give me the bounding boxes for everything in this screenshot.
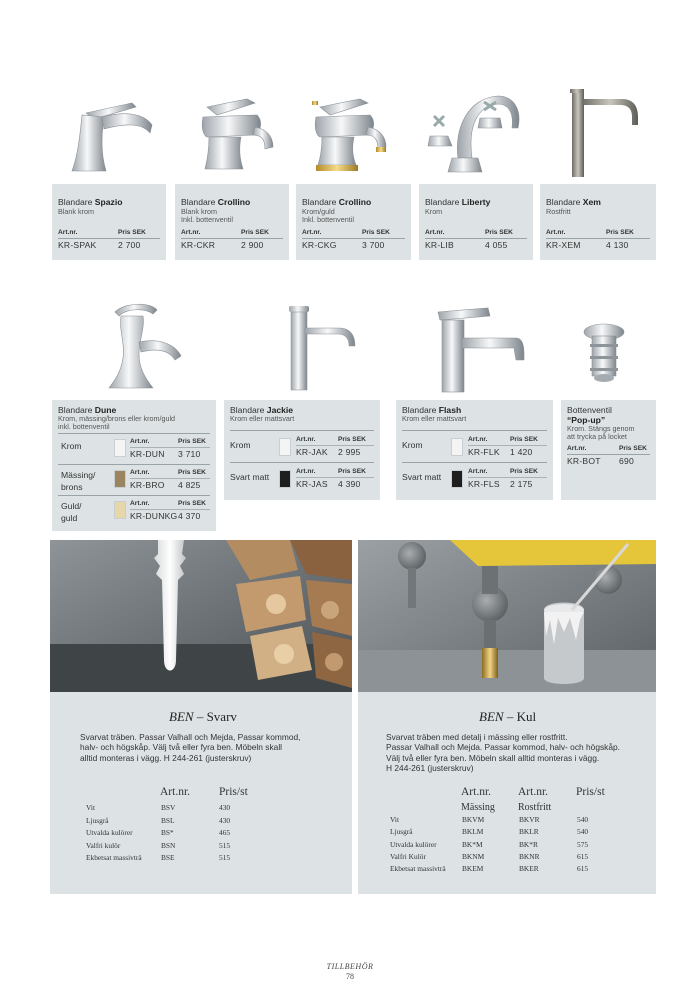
divider [567, 454, 650, 455]
product-desc: Inkl. bottenventil [181, 215, 233, 224]
divider [230, 430, 374, 431]
ben-svarv-row-name: Vit [86, 803, 95, 812]
ben-kul-title [479, 709, 536, 725]
price: 2 700 [118, 240, 141, 250]
variant-label: Krom [61, 441, 82, 451]
product-title-name: Crollino [338, 197, 372, 207]
divider [402, 430, 547, 431]
ben-kul-row-name: Utvalda kulörer [390, 839, 437, 849]
ben-svarv-header-art: Art.nr. [160, 786, 191, 798]
product-desc: Krom. Stängs genom [567, 424, 635, 433]
price-label: Pris SEK [338, 468, 366, 475]
price-label: Pris SEK [118, 229, 146, 236]
ben-svarv-row-price: 430 [219, 803, 231, 812]
turned-leg-photo [50, 540, 352, 692]
divider [58, 495, 210, 496]
divider [546, 238, 650, 239]
product-desc: Krom [425, 207, 443, 216]
ben-svarv-title [169, 709, 237, 725]
divider [402, 462, 547, 463]
price: 690 [619, 456, 634, 466]
divider-small [130, 447, 210, 448]
price-label: Pris SEK [510, 468, 538, 475]
divider [181, 238, 283, 239]
product-title: Bottenventil [567, 405, 612, 415]
price-label: Pris SEK [178, 438, 206, 445]
price: 2 995 [338, 447, 361, 457]
product-desc: Krom eller mattsvart [230, 414, 295, 423]
price-label: Pris SEK [619, 445, 647, 452]
ben-kul-row-price: 615 [577, 851, 589, 861]
ben-kul-row-name: Ekbetsat massivträ [390, 864, 446, 874]
divider-small [296, 477, 374, 478]
ben-kul-row-art1: BKLM [462, 827, 484, 837]
price-label: Pris SEK [241, 229, 269, 236]
ben-kul-text-line: Passar Valhall och Mejda. Passar kommod, halv- och högskåp. [386, 742, 620, 753]
price: 2 175 [510, 479, 533, 489]
divider-small [468, 445, 547, 446]
ben-svarv-row-art: BSL [161, 815, 175, 825]
product-title-prefix: Blandare [230, 405, 267, 415]
art-label: Art.nr. [567, 445, 587, 452]
ben-kul-header-art2: Art.nr. [518, 786, 549, 798]
product-title-name: Flash [438, 405, 462, 415]
product-title-name: Dune [94, 405, 117, 415]
ben-svarv-header-price: Pris/st [219, 786, 248, 798]
ben-kul-subheader-2: Rostfritt [518, 802, 552, 813]
art-number: KR-JAS [296, 479, 328, 489]
ben-svarv-title-italic: BEN [169, 709, 194, 724]
variant-label-2: brons [61, 482, 83, 492]
product-card [419, 184, 533, 260]
ben-svarv-text-line: alltid monteras i vägg. H 244-261 (justerskruv) [80, 752, 252, 763]
product-desc: Inkl. bottenventil [302, 215, 354, 224]
ben-kul-row-name: Vit [390, 815, 399, 824]
art-label: Art.nr. [468, 436, 488, 443]
art-label: Art.nr. [468, 468, 488, 475]
ben-kul-row-art1: BKNM [462, 851, 485, 861]
product-title-name: “Pop-up” [567, 415, 606, 425]
product-title-name: Xem [582, 197, 601, 207]
product-title [425, 197, 490, 207]
popup-drain-image [580, 322, 628, 384]
finish-swatch [114, 470, 126, 488]
product-card [52, 184, 166, 260]
product-desc: inkl. bottenventil [58, 422, 110, 431]
product-desc: Krom eller mattsvart [402, 414, 467, 423]
divider [58, 238, 160, 239]
ben-svarv-text [80, 732, 301, 763]
ben-svarv-title-rest: – Svarv [193, 709, 237, 724]
finish-swatch [114, 501, 126, 519]
price: 3 700 [362, 240, 385, 250]
ben-svarv-row-name: Ljusgrå [86, 815, 109, 825]
product-card-jackie [224, 400, 380, 500]
price: 4 055 [485, 240, 508, 250]
ben-kul-row-price: 540 [577, 827, 589, 837]
variant-label-2: guld [61, 513, 78, 523]
divider [230, 462, 374, 463]
faucet-spazio-image [64, 95, 160, 175]
art-label: Art.nr. [130, 438, 150, 445]
product-title-prefix: Blandare [302, 197, 339, 207]
art-number: KR-XEM [546, 240, 581, 250]
price-label: Pris SEK [338, 436, 366, 443]
ben-kul-text-line: Välj två eller fyra ben. Möbeln skall alltid monteras i vägg. [386, 752, 600, 763]
faucet-liberty-image [418, 88, 528, 178]
price-label: Pris SEK [178, 469, 206, 476]
ben-kul-row-name: Valfri Kulör [390, 851, 426, 861]
ben-kul-row-art2: BK*R [519, 839, 538, 849]
ben-kul-text-line: Svarvat träben med detalj i mässing eller rostfritt. [386, 732, 568, 742]
ben-kul-text [386, 732, 620, 774]
product-title-name: Spazio [94, 197, 123, 207]
art-label: Art.nr. [546, 229, 566, 236]
ben-svarv-row-art: BSN [161, 840, 176, 850]
ben-kul-row-price: 615 [577, 864, 589, 874]
ben-kul-title-italic: BEN [479, 709, 504, 724]
art-number: KR-FLS [468, 479, 500, 489]
price: 1 420 [510, 447, 533, 457]
product-title [546, 197, 601, 207]
ben-kul-row-price: 575 [577, 839, 589, 849]
variant-label: Krom [230, 440, 251, 450]
ben-svarv-row-price: 515 [219, 853, 231, 863]
divider [58, 433, 210, 434]
page-number: 78 [346, 972, 354, 981]
price-label: Pris SEK [362, 229, 390, 236]
ben-kul-subheader-1: Mässing [461, 802, 495, 813]
price-label: Pris SEK [178, 500, 206, 507]
ben-svarv-text-line: halv- och högskåp. Välj två eller fyra ben. Möbeln skall [80, 742, 283, 753]
product-title [181, 197, 250, 207]
product-desc: att trycka på locket [567, 432, 627, 441]
finish-swatch [114, 439, 126, 457]
divider-small [296, 445, 374, 446]
footer-section: TILLBEHÖR [326, 962, 374, 971]
product-card [296, 184, 411, 260]
art-number: KR-JAK [296, 447, 328, 457]
product-title-prefix: Blandare [425, 197, 462, 207]
divider-small [130, 478, 210, 479]
ben-svarv-row-art: BS* [161, 828, 174, 838]
product-card [540, 184, 656, 260]
variant-label: Svart matt [402, 472, 442, 482]
price: 4 390 [338, 479, 361, 489]
price: 4 825 [178, 480, 201, 490]
faucet-crollino-gold-image [306, 95, 392, 175]
art-number: KR-BRO [130, 480, 165, 490]
art-number: KR-LIB [425, 240, 454, 250]
art-label: Art.nr. [130, 500, 150, 507]
art-number: KR-BOT [567, 456, 601, 466]
divider-small [130, 509, 210, 510]
ben-svarv-row-price: 465 [219, 828, 231, 838]
ben-kul-row-art2: BKNR [519, 851, 540, 861]
art-number: KR-SPAK [58, 240, 97, 250]
ben-kul-row-art1: BKEM [462, 864, 484, 874]
ben-kul-row-art1: BK*M [462, 839, 483, 849]
faucet-dune-image [95, 298, 191, 392]
faucet-jackie-image [283, 302, 363, 392]
ben-svarv-row-art: BSV [161, 803, 176, 812]
ben-kul-header-art1: Art.nr. [461, 786, 492, 798]
product-title-prefix: Blandare [58, 197, 95, 207]
ben-svarv-row-price: 515 [219, 840, 231, 850]
faucet-crollino-image [195, 95, 281, 175]
art-label: Art.nr. [181, 229, 201, 236]
product-title-prefix: Blandare [546, 197, 583, 207]
price: 4 370 [178, 511, 201, 521]
art-number: KR-DUNKG [130, 511, 178, 521]
divider [302, 238, 405, 239]
product-title-name: Jackie [266, 405, 294, 415]
ben-kul-row-art2: BKLR [519, 827, 539, 837]
ben-kul-row-art1: BKVM [462, 815, 485, 824]
price: 2 900 [241, 240, 264, 250]
product-desc: Krom, mässing/brons eller krom/guld [58, 414, 176, 423]
ben-svarv-row-name: Utvalda kulörer [86, 828, 133, 838]
ben-kul-row-art2: BKVR [519, 815, 540, 824]
finish-swatch [451, 470, 463, 488]
product-title-prefix: Blandare [402, 405, 439, 415]
price-label: Pris SEK [485, 229, 513, 236]
product-desc: Blank krom [58, 207, 94, 216]
product-title [58, 197, 123, 207]
product-card-dune [52, 400, 216, 531]
ben-kul-text-line: H 244-261 (justerskruv) [386, 763, 474, 774]
finish-swatch [279, 470, 291, 488]
variant-label: Mässing/ [61, 470, 96, 480]
product-desc: Krom/guld [302, 207, 335, 216]
ben-svarv-text-line: Svarvat träben. Passar Valhall och Mejda, Passar kommod, [80, 732, 301, 742]
variant-label: Krom [402, 440, 423, 450]
art-number: KR-CKG [302, 240, 337, 250]
divider-small [468, 477, 547, 478]
faucet-flash-image [434, 304, 528, 394]
art-label: Art.nr. [58, 229, 78, 236]
product-title [302, 197, 371, 207]
faucet-xem-image [562, 85, 642, 177]
finish-swatch [279, 438, 291, 456]
price-label: Pris SEK [510, 436, 538, 443]
product-title-name: Liberty [461, 197, 491, 207]
price-label: Pris SEK [606, 229, 634, 236]
ben-kul-row-name: Ljusgrå [390, 827, 413, 837]
art-label: Art.nr. [296, 436, 316, 443]
ben-svarv-row-art: BSE [161, 853, 175, 863]
ben-kul-header-price: Pris/st [576, 786, 605, 798]
product-desc: Blank krom [181, 207, 217, 216]
product-title-prefix: Blandare [58, 405, 95, 415]
ben-kul-row-price: 540 [577, 815, 589, 824]
art-number: KR-FLK [468, 447, 500, 457]
art-label: Art.nr. [296, 468, 316, 475]
product-desc: Rostfritt [546, 207, 571, 216]
product-card [175, 184, 289, 260]
ben-kul-row-art2: BKER [519, 864, 539, 874]
product-title-prefix: Blandare [181, 197, 218, 207]
divider [58, 464, 210, 465]
variant-label: Guld/ [61, 501, 82, 511]
ben-svarv-row-name: Ekbetsat massivträ [86, 853, 142, 863]
art-label: Art.nr. [425, 229, 445, 236]
price: 4 130 [606, 240, 629, 250]
product-card-flash [396, 400, 553, 500]
finish-swatch [451, 438, 463, 456]
product-title-name: Crollino [217, 197, 251, 207]
art-number: KR-DUN [130, 449, 165, 459]
ben-svarv-row-name: Valfri kulör [86, 840, 121, 850]
product-card-bottenventil [561, 400, 656, 500]
ball-leg-photo [358, 540, 656, 692]
art-number: KR-CKR [181, 240, 216, 250]
ben-svarv-row-price: 430 [219, 815, 231, 825]
divider [425, 238, 527, 239]
art-label: Art.nr. [302, 229, 322, 236]
ben-kul-title-rest: – Kul [503, 709, 537, 724]
price: 3 710 [178, 449, 201, 459]
art-label: Art.nr. [130, 469, 150, 476]
variant-label: Svart matt [230, 472, 270, 482]
